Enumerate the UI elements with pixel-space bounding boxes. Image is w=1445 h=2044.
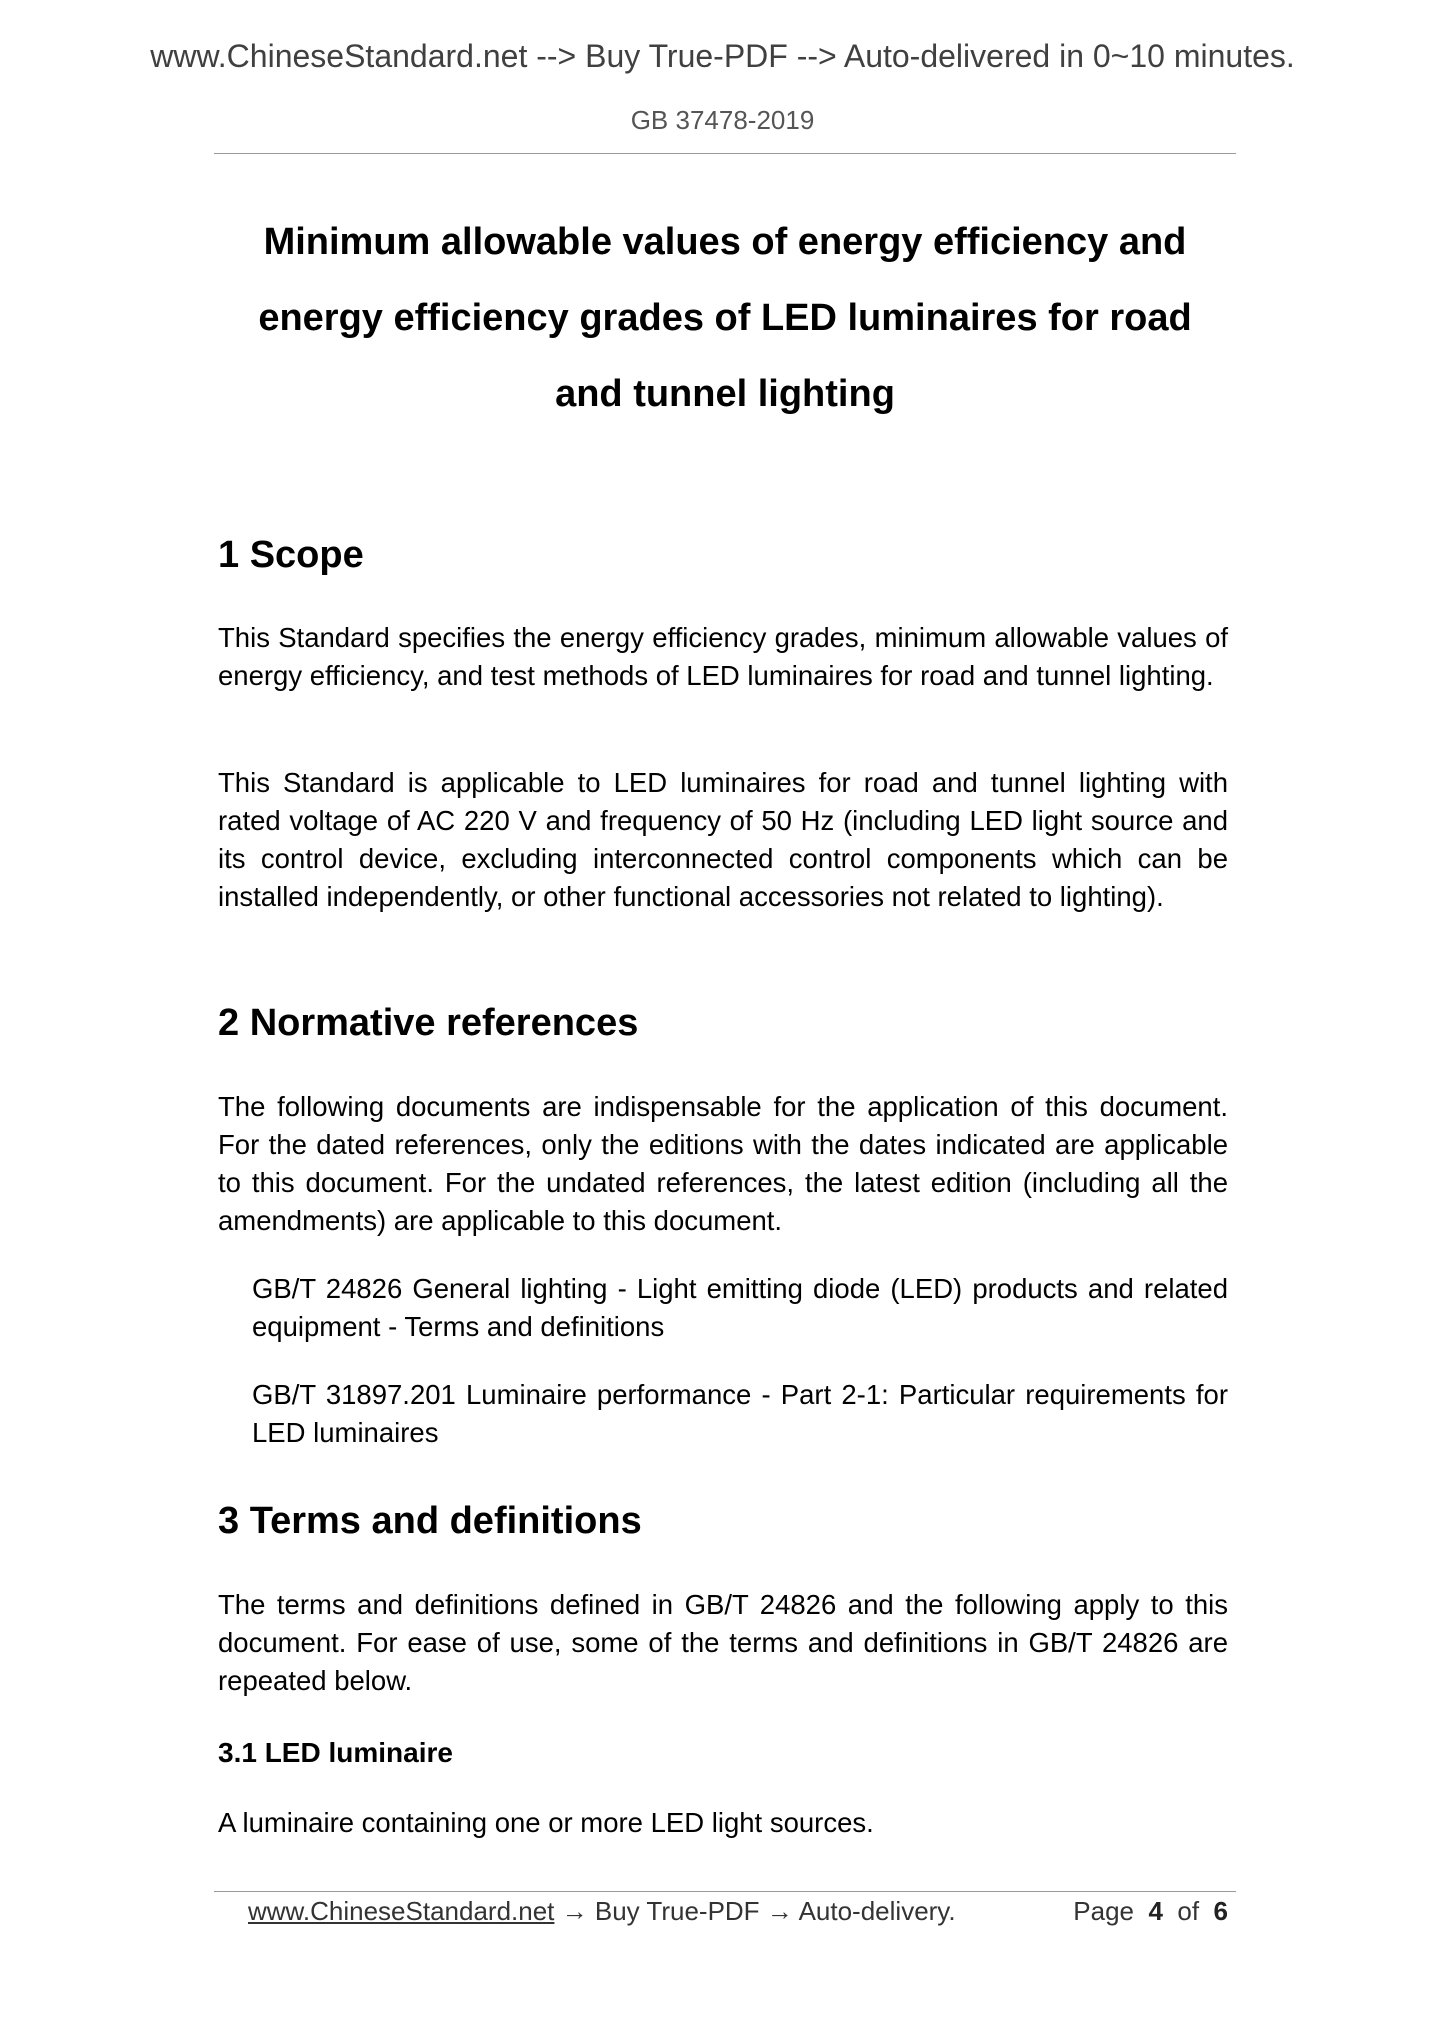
page-of-label: of	[1177, 1896, 1200, 1926]
page-total: 6	[1213, 1896, 1228, 1926]
section-scope-heading: 1 Scope	[218, 534, 364, 576]
scope-paragraph-2: This Standard is applicable to LED luminaires for road and tunnel lighting with rated voltage of AC 220 V and frequency of 50 Hz (including LED light source and its control device, excluding interconnected control components which can be installed independently, or other functional accessories not related to lighting).	[218, 767, 1228, 912]
footer-tagline: → Buy True-PDF → Auto-delivery.	[554, 1896, 956, 1926]
normative-paragraph: The following documents are indispensable for the application of this document. For the dated references, only the editions with the dates indicated are applicable to this document. For the undated references, the latest edition (including all the amendments) are applicable to this document.	[218, 1091, 1228, 1236]
title-line-2: energy efficiency grades of LED luminaires for road	[258, 297, 1192, 339]
footer-divider	[214, 1891, 1236, 1892]
section-normative-heading: 2 Normative references	[218, 1002, 639, 1044]
term-3-1-heading: 3.1 LED luminaire	[218, 1737, 453, 1768]
page-current: 4	[1148, 1896, 1163, 1926]
page-number	[1073, 1896, 1228, 1927]
document-title	[214, 204, 1236, 432]
page-footer	[248, 1896, 1228, 1936]
title-line-3: and tunnel lighting	[555, 373, 895, 415]
section-terms-heading: 3 Terms and definitions	[218, 1500, 642, 1542]
page-label: Page	[1073, 1896, 1135, 1926]
standard-code: GB 37478-2019	[630, 105, 815, 135]
header-divider	[214, 153, 1236, 154]
normative-reference-2: GB/T 31897.201 Luminaire performance - Part 2-1: Particular requirements for LED luminaires	[252, 1379, 1228, 1448]
scope-paragraph-1: This Standard specifies the energy efficiency grades, minimum allowable values of energy efficiency, and test methods of LED luminaires for road and tunnel lighting.	[218, 622, 1228, 691]
title-line-1: Minimum allowable values of energy efficiency and	[263, 221, 1187, 263]
top-banner: www.ChineseStandard.net --> Buy True-PDF --> Auto-delivered in 0~10 minutes.	[150, 38, 1295, 74]
term-3-1-definition: A luminaire containing one or more LED light sources.	[218, 1807, 874, 1838]
terms-paragraph: The terms and definitions defined in GB/T 24826 and the following apply to this document. For ease of use, some of the terms and definitions in GB/T 24826 are repeated below.	[218, 1589, 1228, 1696]
normative-reference-1: GB/T 24826 General lighting - Light emitting diode (LED) products and related equipment - Terms and definitions	[252, 1273, 1228, 1342]
footer-site-link[interactable]: www.ChineseStandard.net	[248, 1896, 555, 1926]
